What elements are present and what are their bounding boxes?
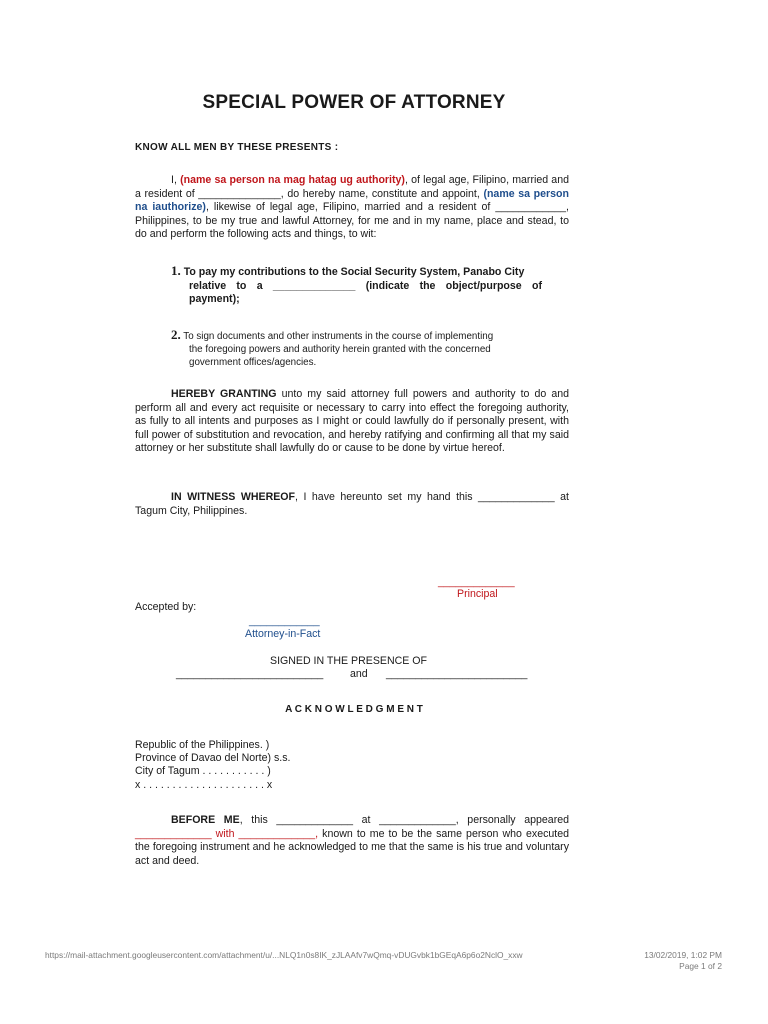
footer-page-number: Page 1 of 2 — [679, 961, 722, 971]
witness-paragraph: IN WITNESS WHEREOF, I have hereunto set my hand this _____________ at Tagum City, Philippines. — [135, 491, 569, 517]
acknowledgment-heading: A C K N O W L E D G M E N T — [285, 704, 423, 715]
attorney-name-placeholder: (name sa person na iauthorize) — [135, 187, 569, 214]
item-1: 1. To pay my contributions to the Social Security System, Panabo City relative to a ______________ (indicate the object/purpose of payment); — [171, 263, 542, 306]
before-me-paragraph: BEFORE ME, this _____________ at _____________, personally appeared _____________ with _____________, known to me to be the same person who executed the foregoing instrument and he acknowledged to me that the same is his true and voluntary act and deed. — [135, 814, 570, 867]
venue-block — [135, 739, 290, 792]
venue-line: Province of Davao del Norte) s.s. — [135, 752, 291, 765]
granting-paragraph: HEREBY GRANTING unto my said attorney full powers and authority to do and perform all and every act requisite or necessary to carry into effect the foregoing authority, as fully to all intents and purposes as I might or could lawfully do if personally present, with full power of substitution and revocation, and hereby ratifying and confirming all that my said attorney or her substitute shall lawfully do or cause to be done by virtue hereof. — [135, 388, 569, 455]
venue-line: Republic of the Philippines. ) — [135, 739, 270, 751]
principal-name-placeholder: (name sa person na mag hatag ug authority) — [180, 174, 405, 186]
witness-line-right: ________________________ — [386, 668, 528, 680]
attorney-in-fact-label: Attorney-in-Fact — [245, 628, 321, 640]
item-2: 2. To sign documents and other instruments in the course of implementing the foregoing powers and authority herein granted with the concerned government offices/agencies. — [171, 327, 494, 368]
principal-signature-line: _____________ — [438, 576, 515, 588]
document-title: SPECIAL POWER OF ATTORNEY — [202, 92, 506, 113]
item-1-number: 1. — [171, 263, 181, 278]
venue-line: x . . . . . . . . . . . . . . . . . . . . . x — [135, 778, 273, 791]
footer-timestamp: 13/02/2019, 1:02 PM — [644, 950, 722, 960]
item-2-number: 2. — [171, 327, 181, 342]
footer-url: https://mail-attachment.googleusercontent.com/attachment/u/...NLQ1n0s8IK_zJLAAfv7wQmq-vDUGvbk1bGEqA6p6o2NclO_xxw — [45, 950, 523, 960]
venue-line: City of Tagum . . . . . . . . . . . ) — [135, 765, 271, 778]
know-all-heading: KNOW ALL MEN BY THESE PRESENTS : — [135, 142, 339, 153]
accepted-by-label: Accepted by: — [135, 601, 197, 613]
and-label: and — [350, 668, 368, 680]
before-me-names: _____________ with _____________, — [135, 827, 319, 840]
signed-presence-heading: SIGNED IN THE PRESENCE OF — [270, 655, 427, 667]
principal-label: Principal — [457, 588, 498, 600]
attorney-signature-line: ____________ — [249, 615, 320, 627]
intro-paragraph: I, (name sa person na mag hatag ug authority), of legal age, Filipino, married and a resident of ______________, do hereby name, constitute and appoint, (name sa person na iauthorize), likewise of legal age, Filipino, married and a resident of ____________, Philippines, to be my true and lawful Attorney, for me and in my name, place and stead, to do and perform the following acts and things, to wit: — [135, 174, 569, 241]
witness-line-left: _________________________ — [176, 668, 324, 680]
